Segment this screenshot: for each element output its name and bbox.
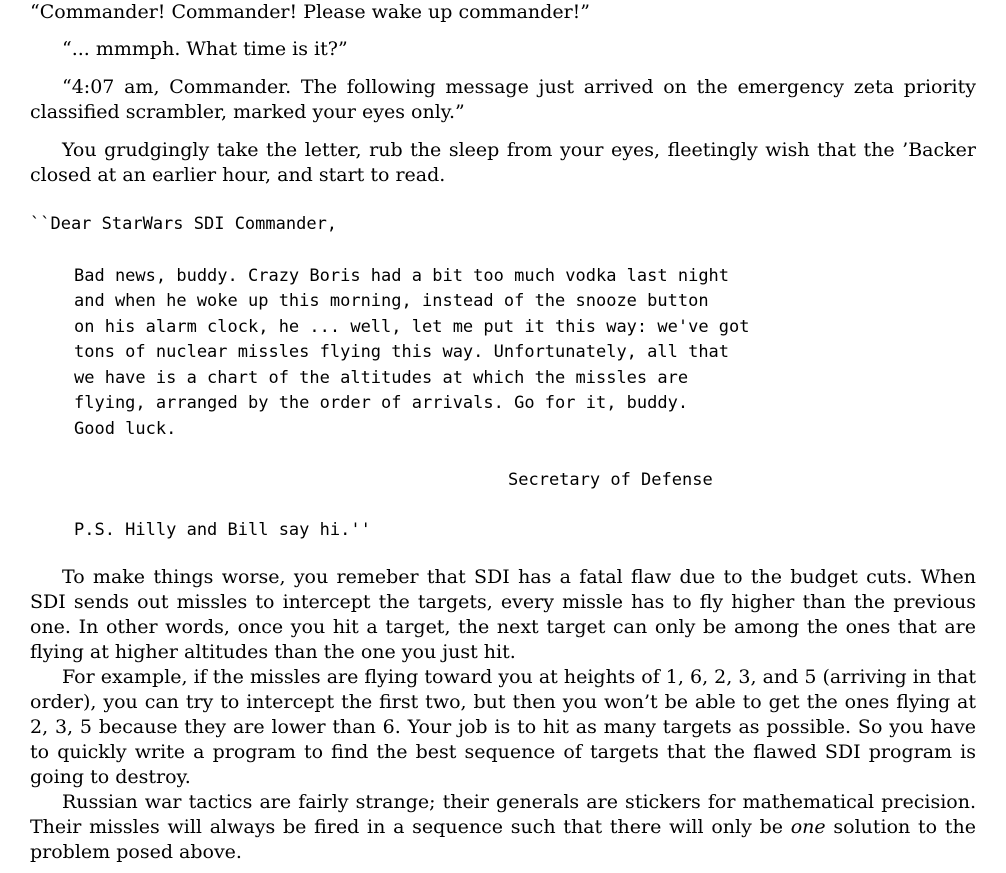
tactics-text-start: Russian war tactics are fairly strange; their generals are stickers for mathematical precision. Their missles will always be fired in a sequence such that there will only be <box>30 791 976 838</box>
letter-greeting: ``Dear StarWars SDI Commander, <box>30 214 338 234</box>
paragraph-message-arrived: “4:07 am, Commander. The following message just arrived on the emergency zeta priority classified scrambler, marked your eyes only.” <box>30 76 976 123</box>
paragraph-russian-tactics <box>30 790 976 865</box>
letter-line: we have is a chart of the altitudes at which the missles are <box>74 367 689 388</box>
letter-postscript: P.S. Hilly and Bill say hi.'' <box>74 519 371 540</box>
paragraph-wake-call: “Commander! Commander! Please wake up commander!” <box>30 1 590 23</box>
paragraph-example: For example, if the missles are flying toward you at heights of 1, 6, 2, 3, and 5 (arriving in that order), you can try to intercept the first two, but then you won’t be able to get the ones flying at 2, 3, 5 because they are lower than 6. Your job is to hit as many targets as possible. So you have to quickly write a program to find the best sequence of targets that the flawed SDI program is going to destroy. <box>30 666 976 788</box>
letter <box>30 212 976 543</box>
paragraph-time-question: “... mmmph. What time is it?” <box>62 38 348 60</box>
letter-signature: Secretary of Defense <box>508 470 713 490</box>
letter-body <box>74 264 976 443</box>
letter-line: and when he woke up this morning, instead of the snooze button <box>74 291 709 311</box>
document-page <box>30 0 976 865</box>
letter-line: on his alarm clock, he ... well, let me put it this way: we've got <box>74 316 750 337</box>
paragraph-take-letter: You grudgingly take the letter, rub the sleep from your eyes, fleetingly wish that the ’Backer closed at an earlier hour, and start to read. <box>30 139 976 186</box>
letter-line: flying, arranged by the order of arrivals. Go for it, buddy. <box>74 393 689 413</box>
paragraph-sdi-flaw: To make things worse, you remeber that SDI has a fatal flaw due to the budget cuts. When SDI sends out missles to intercept the targets, every missle has to fly higher than the previous one. In other words, once you hit a target, the next target can only be among the ones that are flying at higher altitudes than the one you just hit. <box>30 566 976 663</box>
letter-line: Bad news, buddy. Crazy Boris had a bit too much vodka last night <box>74 265 730 286</box>
letter-line: Good luck. <box>74 418 177 439</box>
tactics-text-end: solution to the problem posed above. <box>30 816 976 863</box>
emphasis-one: one <box>790 816 826 838</box>
letter-line: tons of nuclear missles flying this way. Unfortunately, all that <box>74 342 730 362</box>
